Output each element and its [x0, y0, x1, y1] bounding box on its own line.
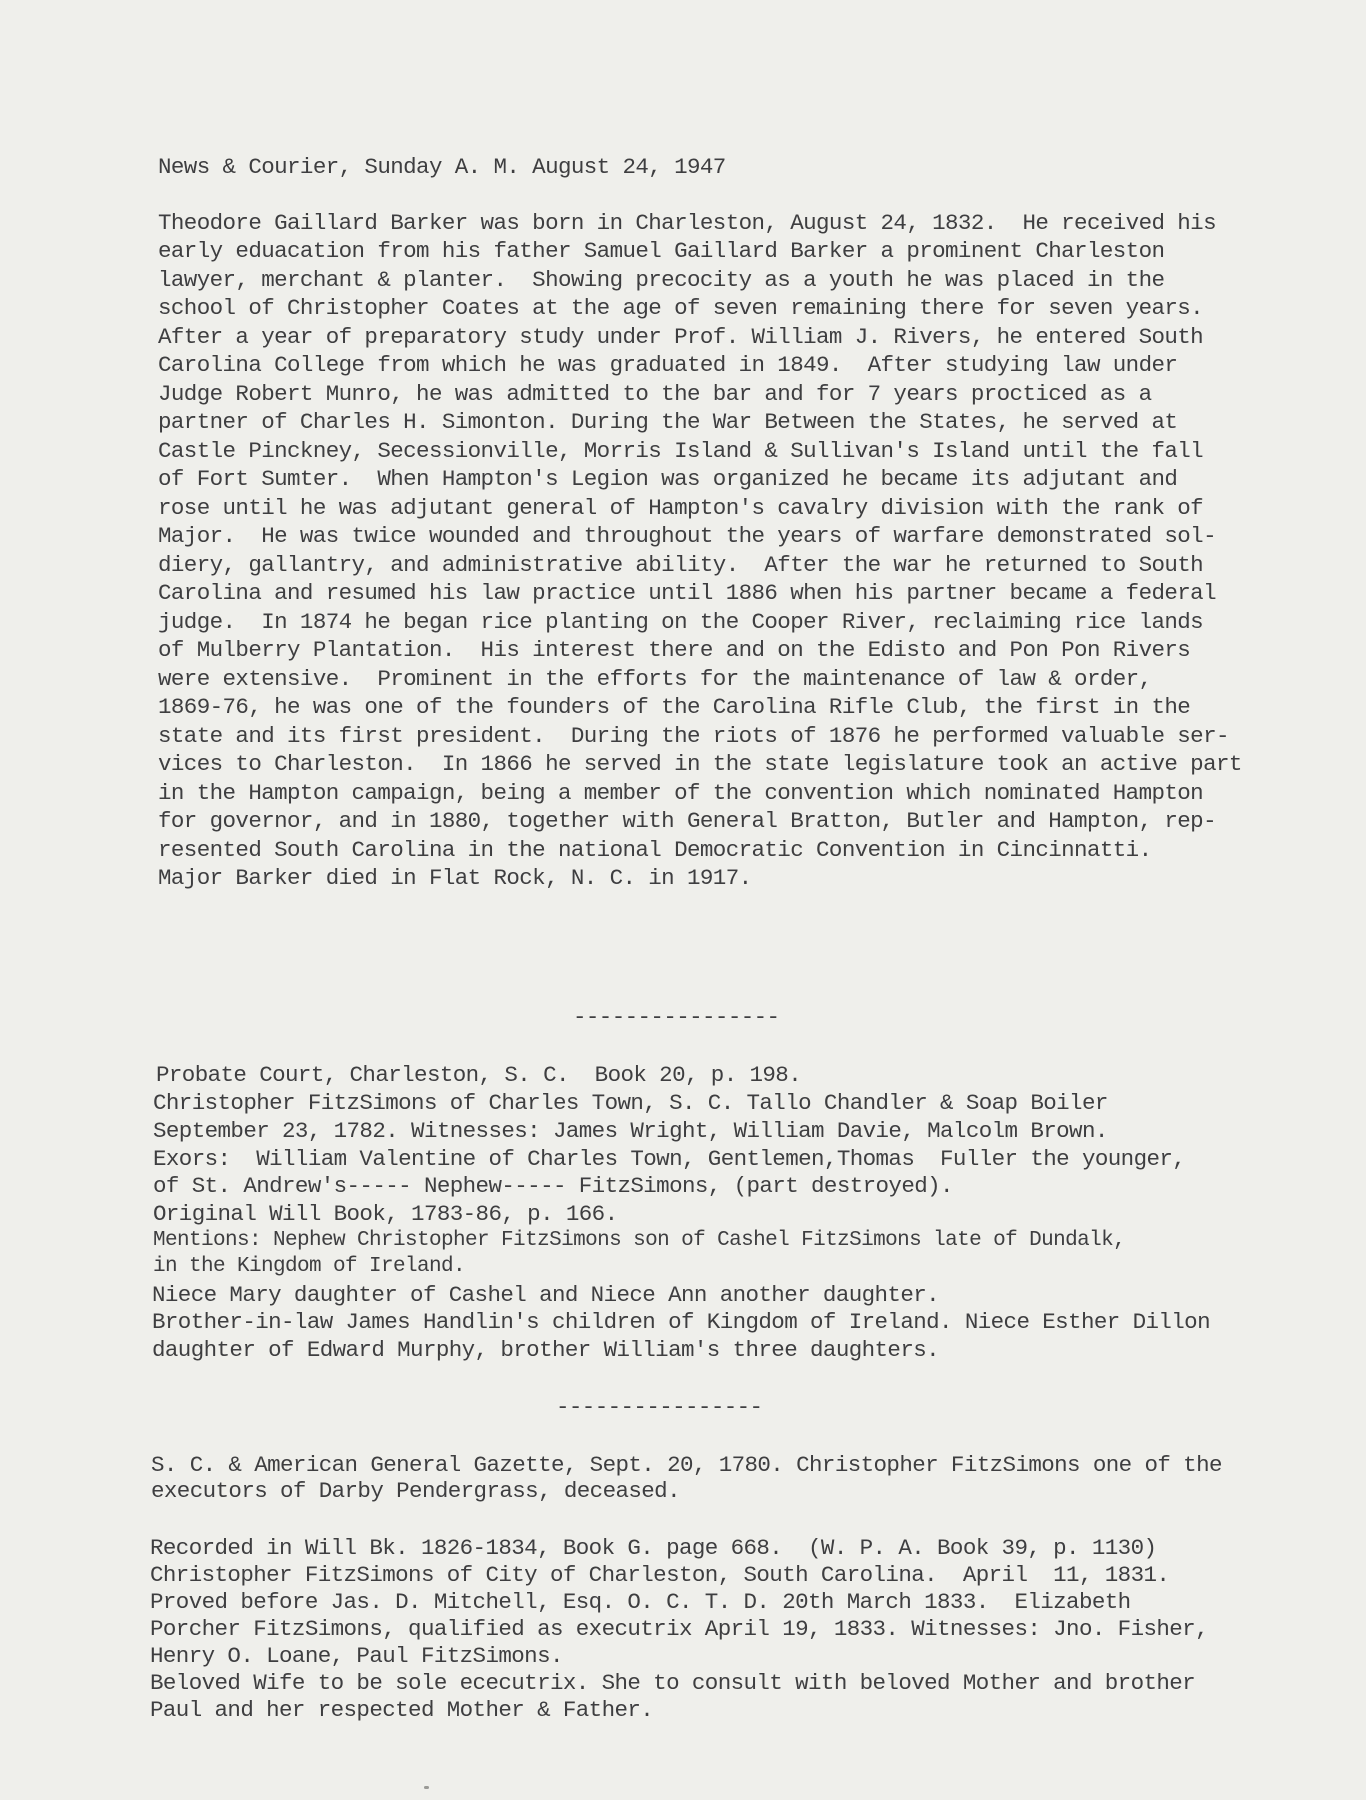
paragraph-line: of Mulberry Plantation. His interest there and on the Edisto and Pon Pon Rivers [158, 637, 1191, 663]
will-line: Paul and her respected Mother & Father. [150, 1697, 654, 1723]
will-line: Christopher FitzSimons of City of Charleston, South Carolina. April 11, 1831. [150, 1562, 1170, 1588]
probate-line: September 23, 1782. Witnesses: James Wright, William Davie, Malcolm Brown. [153, 1118, 1108, 1144]
gazette-line: S. C. & American General Gazette, Sept. 20, 1780. Christopher FitzSimons one of the [151, 1452, 1222, 1478]
paragraph-line: partner of Charles H. Simonton. During the War Between the States, he served at [158, 409, 1178, 435]
probate-line: daughter of Edward Murphy, brother William's three daughters. [152, 1337, 940, 1363]
probate-line: Christopher FitzSimons of Charles Town, S. C. Tallo Chandler & Soap Boiler [153, 1090, 1108, 1116]
paragraph-line: were extensive. Prominent in the efforts for the maintenance of law & order, [158, 666, 1152, 692]
paragraph-line: resented South Carolina in the national Democratic Convention in Cincinnatti. [158, 837, 1152, 863]
probate-line: Probate Court, Charleston, S. C. Book 20, p. 198. [156, 1062, 802, 1088]
mentions-line: Mentions: Nephew Christopher FitzSimons son of Cashel FitzSimons late of Dundalk, [153, 1229, 1126, 1252]
gazette-line: executors of Darby Pendergrass, deceased. [151, 1478, 680, 1504]
paragraph-line: judge. In 1874 he began rice planting on the Cooper River, reclaiming rice lands [158, 609, 1204, 635]
paragraph-line: Judge Robert Munro, he was admitted to the bar and for 7 years procticed as a [158, 381, 1152, 407]
paragraph-line: for governor, and in 1880, together with General Bratton, Butler and Hampton, rep- [158, 808, 1216, 834]
will-line: Porcher FitzSimons, qualified as executrix April 19, 1833. Witnesses: Jno. Fisher, [150, 1616, 1208, 1642]
probate-line: Brother-in-law James Handlin's children of Kingdom of Ireland. Niece Esther Dillon [152, 1309, 1210, 1335]
paragraph-line: lawyer, merchant & planter. Showing precocity as a youth he was placed in the [158, 267, 1165, 293]
section-separator: ---------------- [556, 1394, 763, 1420]
paragraph-line: rose until he was adjutant general of Hampton's cavalry division with the rank of [158, 495, 1204, 521]
paper-speck [424, 1786, 429, 1789]
probate-line: Original Will Book, 1783-86, p. 166. [153, 1201, 618, 1227]
newspaper-header: News & Courier, Sunday A. M. August 24, 1947 [158, 154, 726, 180]
paragraph-line: state and its first president. During the riots of 1876 he performed valuable ser- [158, 723, 1229, 749]
paragraph-line: Castle Pinckney, Secessionville, Morris Island & Sullivan's Island until the fall [158, 438, 1204, 464]
paragraph-line: diery, gallantry, and administrative ability. After the war he returned to South [158, 552, 1204, 578]
will-line: Henry O. Loane, Paul FitzSimons. [150, 1643, 563, 1669]
probate-line: Niece Mary daughter of Cashel and Niece Ann another daughter. [152, 1282, 940, 1308]
will-line: Proved before Jas. D. Mitchell, Esq. O. C. T. D. 20th March 1833. Elizabeth [150, 1589, 1131, 1615]
paragraph-line: in the Hampton campaign, being a member of the convention which nominated Hampton [158, 780, 1204, 806]
probate-line: Exors: William Valentine of Charles Town, Gentlemen,Thomas Fuller the younger, [153, 1146, 1186, 1172]
will-line: Beloved Wife to be sole ececutrix. She to consult with beloved Mother and brother [150, 1670, 1196, 1696]
paragraph-line: Major. He was twice wounded and throughout the years of warfare demonstrated sol- [158, 523, 1216, 549]
paragraph-line: of Fort Sumter. When Hampton's Legion was organized he became its adjutant and [158, 466, 1178, 492]
paragraph-line: After a year of preparatory study under Prof. William J. Rivers, he entered South [158, 324, 1204, 350]
paragraph-line: Carolina College from which he was graduated in 1849. After studying law under [158, 352, 1178, 378]
paragraph-line: Major Barker died in Flat Rock, N. C. in 1917. [158, 865, 752, 891]
will-line: Recorded in Will Bk. 1826-1834, Book G. page 668. (W. P. A. Book 39, p. 1130) [150, 1535, 1157, 1561]
paragraph-line: vices to Charleston. In 1866 he served in the state legislature took an active part [158, 751, 1242, 777]
paragraph-line: 1869-76, he was one of the founders of the Carolina Rifle Club, the first in the [158, 694, 1191, 720]
paragraph-line: Carolina and resumed his law practice until 1886 when his partner became a federal [158, 580, 1216, 606]
probate-line: of St. Andrew's----- Nephew----- FitzSimons, (part destroyed). [153, 1173, 953, 1199]
mentions-line: in the Kingdom of Ireland. [153, 1255, 466, 1278]
paragraph-line: school of Christopher Coates at the age of seven remaining there for seven years. [158, 295, 1204, 321]
paragraph-line: early eduacation from his father Samuel Gaillard Barker a prominent Charleston [158, 238, 1165, 264]
paragraph-line: Theodore Gaillard Barker was born in Charleston, August 24, 1832. He received his [158, 210, 1216, 236]
section-separator: ---------------- [573, 1004, 780, 1030]
